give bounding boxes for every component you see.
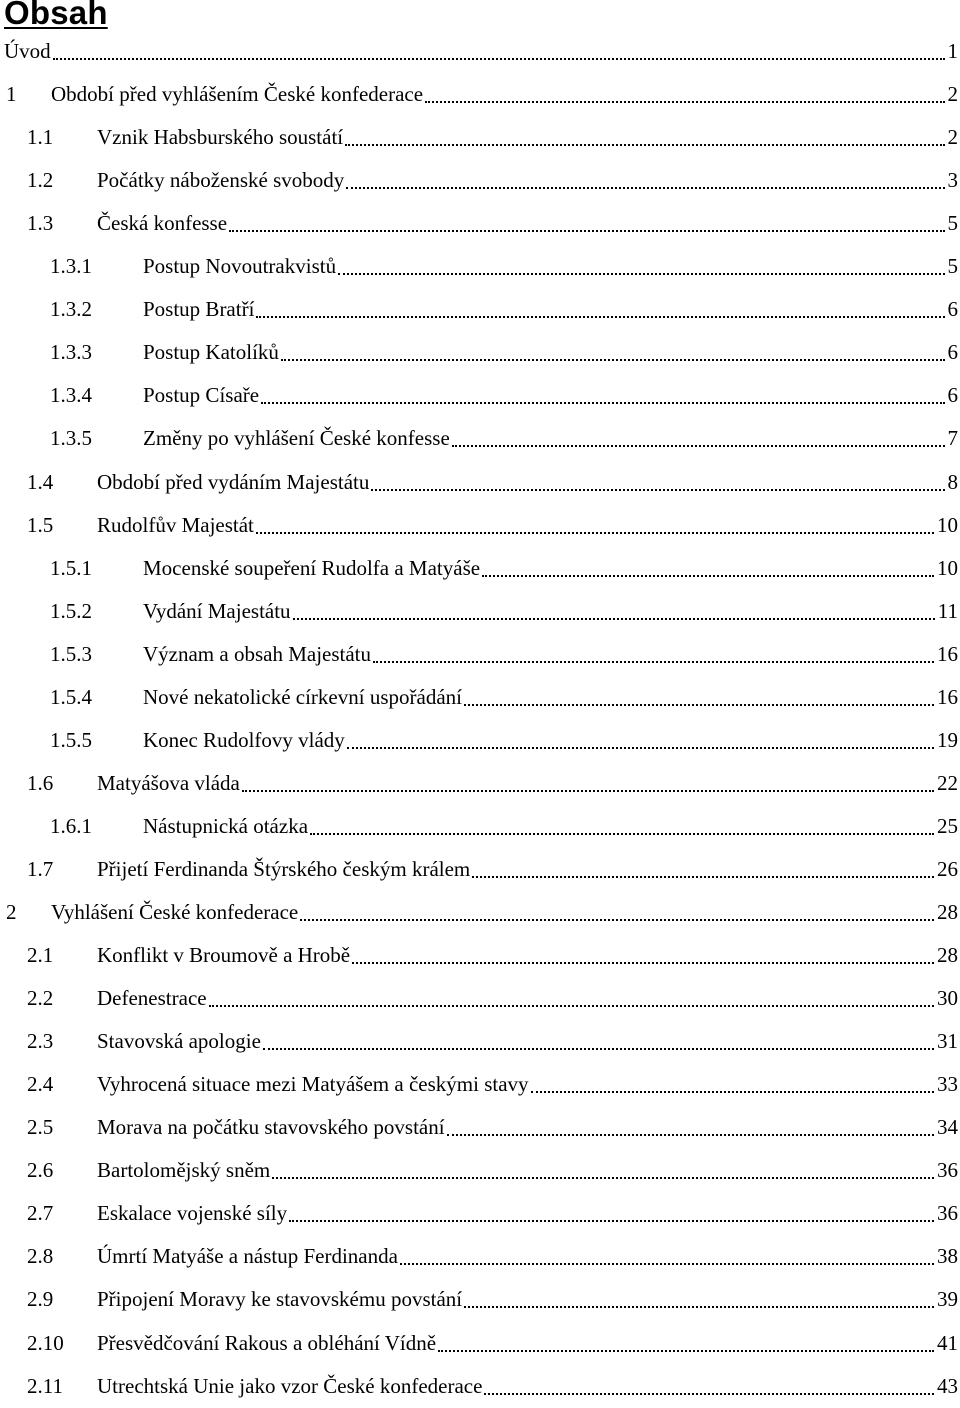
toc-entry-title: Význam a obsah Majestátu [143,642,373,667]
dot-leader [464,1278,934,1321]
toc-entry[interactable] [0,116,960,159]
toc-entry-title: Bartolomějský sněm [97,1158,272,1183]
toc-entry-number: 1.5.1 [50,547,92,590]
dot-leader [447,1106,934,1149]
toc-entry-number: 2.1 [27,934,53,977]
toc-entry[interactable] [0,30,960,73]
dot-leader [352,934,934,977]
toc-entry-number: 1.3.1 [50,245,92,288]
dot-leader [53,30,945,73]
toc-entry-title: Česká konfesse [97,211,229,236]
dot-leader [484,1365,934,1408]
toc-entry-title: Stavovská apologie [97,1029,263,1054]
toc-entry[interactable] [0,805,960,848]
toc-entry-page: 34 [934,1115,960,1140]
dot-leader [373,633,934,676]
toc-entry[interactable] [0,461,960,504]
toc-entry-number: 1.5 [27,504,53,547]
toc-entry-number: 1.4 [27,461,53,504]
toc-entry[interactable] [0,73,960,116]
toc-entry[interactable] [0,891,960,934]
toc-entry-page: 28 [934,900,960,925]
toc-entry-page: 7 [945,426,960,451]
toc-entry-page: 39 [934,1287,960,1312]
toc-entry-page: 16 [934,642,960,667]
dot-leader [310,805,934,848]
toc-entry-page: 22 [934,771,960,796]
toc-entry-number: 1.5.4 [50,676,92,719]
toc-entry-page: 28 [934,943,960,968]
toc-entry-number: 1.3.3 [50,331,92,374]
toc-entry[interactable] [0,1063,960,1106]
dot-leader [531,1063,934,1106]
toc-entry-page: 36 [934,1158,960,1183]
toc-entry-number: 1 [6,73,17,116]
toc-entry-title: Rudolfův Majestát [97,513,256,538]
toc-entry-page: 36 [934,1201,960,1226]
toc-entry-number: 2.3 [27,1020,53,1063]
toc-entry-title: Postup Katolíků [143,340,281,365]
dot-leader [263,1020,934,1063]
dot-leader [345,116,944,159]
toc-entry[interactable] [0,1192,960,1235]
dot-leader [338,245,944,288]
toc-entry[interactable] [0,1149,960,1192]
toc-entry[interactable] [0,762,960,805]
toc-entry[interactable] [0,417,960,460]
dot-leader [438,1322,934,1365]
toc-entry[interactable] [0,633,960,676]
toc-entry-page: 2 [945,82,960,107]
toc-entry-title: Změny po vyhlášení České konfesse [143,426,452,451]
dot-leader [300,891,934,934]
toc-entry[interactable] [0,202,960,245]
toc-entry-title: Nové nekatolické církevní uspořádání [143,685,464,710]
toc-entry-page: 2 [945,125,960,150]
dot-leader [272,1149,934,1192]
toc-entry-number: 2.2 [27,977,53,1020]
dot-leader [289,1192,934,1235]
toc-entry-number: 1.3.2 [50,288,92,331]
page-title: Obsah [4,0,108,32]
toc-entry-number: 2.11 [27,1365,63,1408]
toc-entry[interactable] [0,288,960,331]
dot-leader [472,848,934,891]
toc-entry-page: 10 [934,556,960,581]
toc-entry-page: 16 [934,685,960,710]
toc-entry-title: Úmrtí Matyáše a nástup Ferdinanda [97,1244,400,1269]
toc-entry-number: 2.4 [27,1063,53,1106]
toc-entry-page: 33 [934,1072,960,1097]
toc-entry[interactable] [0,1020,960,1063]
dot-leader [371,461,944,504]
toc-entry-title: Přesvědčování Rakous a obléhání Vídně [97,1331,438,1356]
toc-entry-number: 2.10 [27,1322,64,1365]
toc-entry-title: Utrechtská Unie jako vzor České konfederace [97,1374,484,1399]
toc-entry-number: 2.6 [27,1149,53,1192]
toc-entry-page: 26 [934,857,960,882]
toc-entry[interactable] [0,934,960,977]
dot-leader [346,159,944,202]
toc-entry-number: 1.5.3 [50,633,92,676]
dot-leader [209,977,934,1020]
toc-entry-title: Vyhrocená situace mezi Matyášem a českými stavy [97,1072,531,1097]
toc-entry-title: Období před vydáním Majestátu [97,470,371,495]
dot-leader [256,504,934,547]
toc-entry-number: 2.5 [27,1106,53,1149]
toc-entry-number: 1.5.2 [50,590,92,633]
toc-entry[interactable] [0,331,960,374]
toc-entry-page: 5 [945,254,960,279]
toc-entry-title: Postup Novoutrakvistů [143,254,338,279]
dot-leader [281,331,945,374]
toc-entry-page: 6 [945,383,960,408]
toc-entry-number: 2 [6,891,17,934]
toc-entry-page: 41 [934,1331,960,1356]
dot-leader [464,676,934,719]
toc-entry-number: 1.3 [27,202,53,245]
toc-entry-number: 1.3.4 [50,374,92,417]
toc-entry[interactable] [0,159,960,202]
toc-entry-page: 6 [945,297,960,322]
toc-entry-number: 1.2 [27,159,53,202]
toc-entry-title: Postup Císaře [143,383,261,408]
toc-entry-number: 2.7 [27,1192,53,1235]
toc-entry-title: Vznik Habsburského soustátí [97,125,345,150]
toc-entry[interactable] [0,1106,960,1149]
toc-entry-title: Vyhlášení České konfederace [51,900,300,925]
toc-entry-page: 31 [934,1029,960,1054]
dot-leader [425,73,944,116]
toc-entry-number: 1.3.5 [50,417,92,460]
toc-entry[interactable] [0,848,960,891]
toc-entry[interactable] [0,590,960,633]
toc-entry-title: Přijetí Ferdinanda Štýrského českým králem [97,857,472,882]
dot-leader [347,719,934,762]
toc-entry-number: 1.6.1 [50,805,92,848]
toc-entry-title: Konflikt v Broumově a Hrobě [97,943,352,968]
toc-entry-title: Eskalace vojenské síly [97,1201,289,1226]
toc-entry[interactable] [0,1365,960,1408]
toc-entry[interactable] [0,245,960,288]
dot-leader [242,762,934,805]
toc-entry-title: Morava na počátku stavovského povstání [97,1115,447,1140]
dot-leader [400,1235,934,1278]
toc-entry-title: Mocenské soupeření Rudolfa a Matyáše [143,556,482,581]
toc-entry-title: Počátky náboženské svobody [97,168,346,193]
toc-entry[interactable] [0,547,960,590]
toc-entry[interactable] [0,1322,960,1365]
toc-entry-page: 3 [945,168,960,193]
toc-entry-page: 10 [934,513,960,538]
toc-entry[interactable] [0,1278,960,1321]
toc-entry-number: 1.6 [27,762,53,805]
toc-entry-page: 19 [934,728,960,753]
dot-leader [256,288,944,331]
dot-leader [482,547,934,590]
toc-entry[interactable] [0,719,960,762]
dot-leader [452,417,945,460]
toc-entry-number: 1.7 [27,848,53,891]
toc-entry[interactable] [0,374,960,417]
toc-entry-title: Úvod [4,39,53,64]
toc-entry-title: Vydání Majestátu [143,599,293,624]
toc-entry-page: 43 [934,1374,960,1399]
toc-entry-page: 6 [945,340,960,365]
toc-entry[interactable] [0,676,960,719]
toc-entry[interactable] [0,977,960,1020]
toc-entry-title: Období před vyhlášením České konfederace [51,82,425,107]
toc-entry[interactable] [0,1235,960,1278]
toc-entry-page: 38 [934,1244,960,1269]
dot-leader [229,202,944,245]
toc-entry-title: Konec Rudolfovy vlády [143,728,347,753]
toc-entry-number: 1.1 [27,116,53,159]
toc-entry-title: Nástupnická otázka [143,814,310,839]
toc-entry-title: Připojení Moravy ke stavovskému povstání [97,1287,464,1312]
toc-entry-page: 8 [945,470,960,495]
toc-entry-page: 1 [945,39,960,64]
toc-entry-page: 30 [934,986,960,1011]
dot-leader [261,374,944,417]
toc-entry[interactable] [0,504,960,547]
toc-entry-number: 1.5.5 [50,719,92,762]
toc-entry-title: Postup Bratří [143,297,256,322]
dot-leader [293,590,935,633]
toc-entry-page: 5 [945,211,960,236]
toc-entry-page: 11 [935,599,960,624]
toc-entry-number: 2.8 [27,1235,53,1278]
toc-entry-title: Defenestrace [97,986,209,1011]
toc-entry-number: 2.9 [27,1278,53,1321]
toc-entry-page: 25 [934,814,960,839]
toc-entry-title: Matyášova vláda [97,771,242,796]
